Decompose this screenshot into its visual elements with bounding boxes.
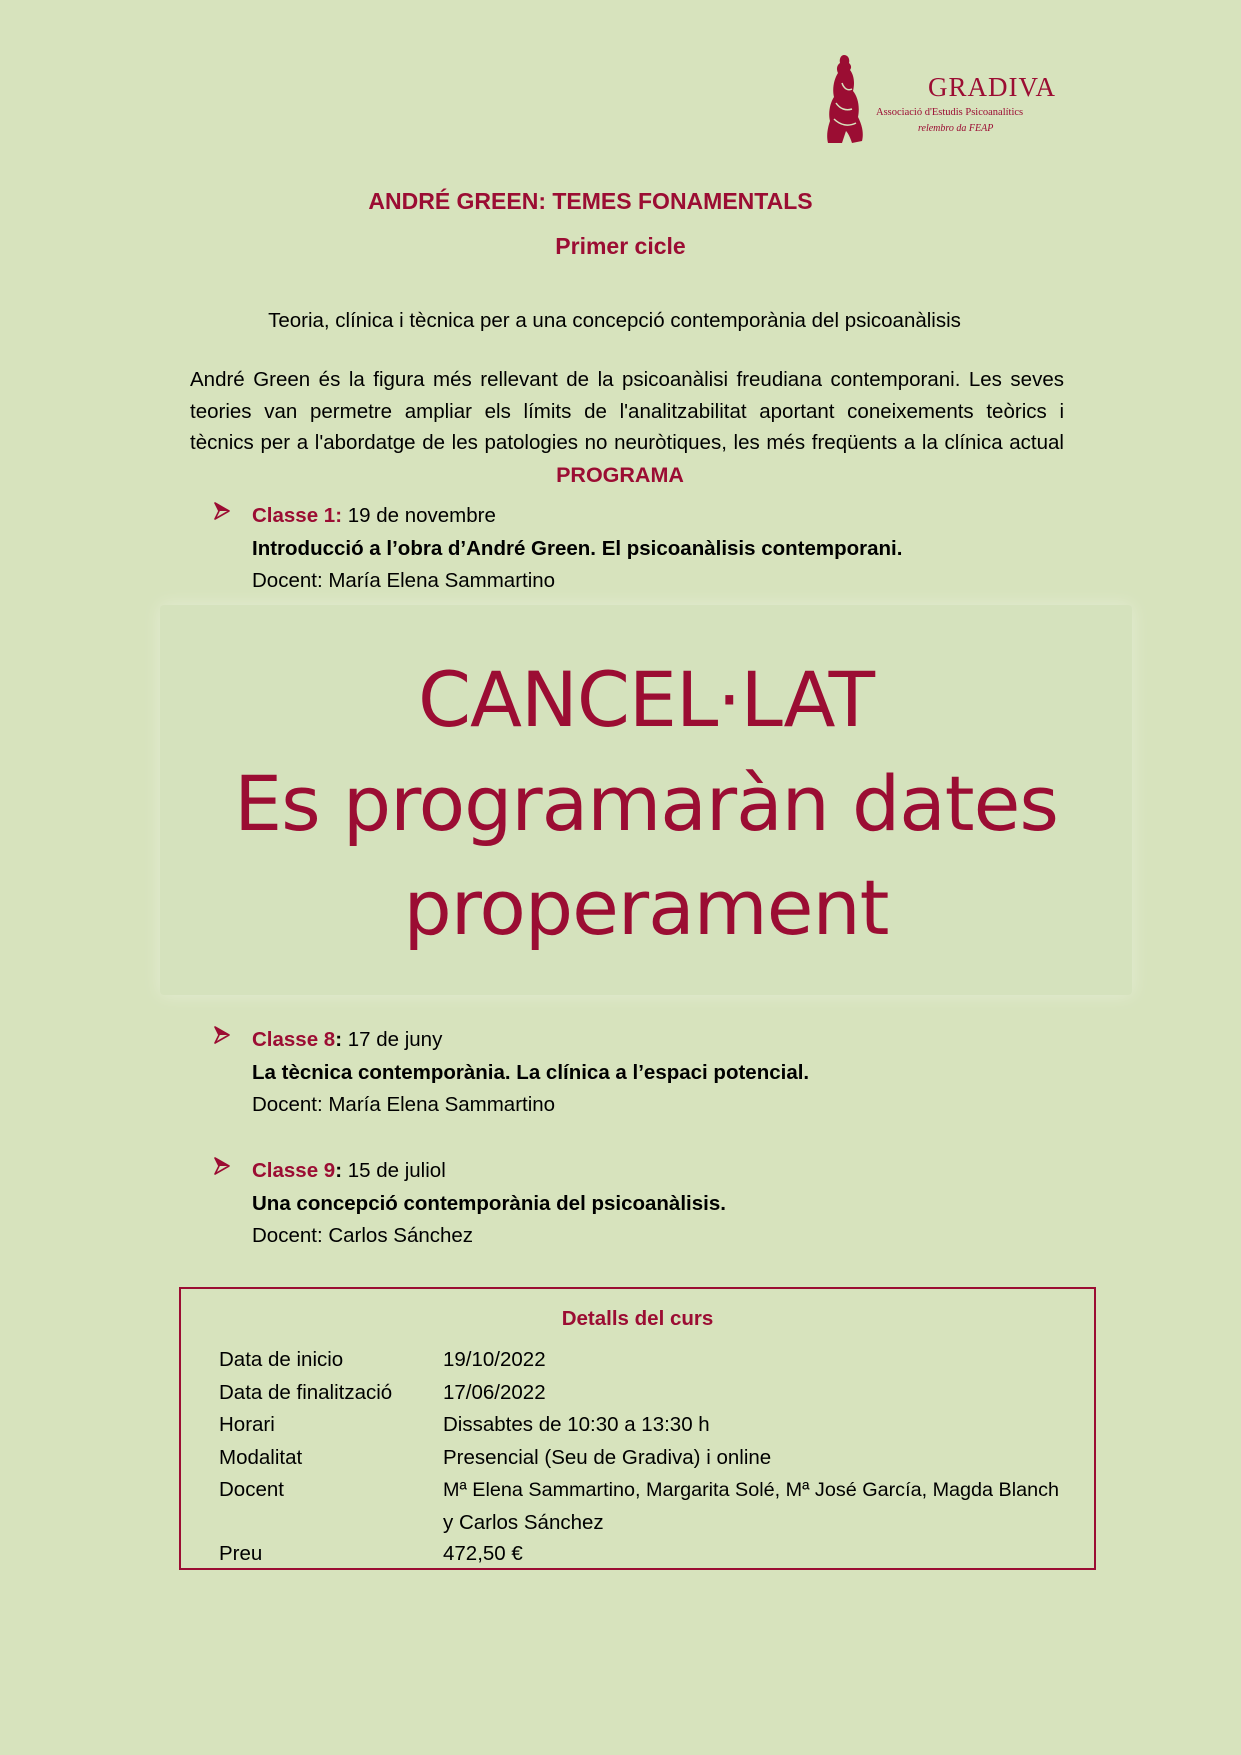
course-details-box <box>179 1287 1096 1570</box>
class-date: 17 de juny <box>342 1028 443 1051</box>
intro-line: teories van permetre ampliar els límits de l'analitzabilitat aportant coneixements teòrics i <box>190 399 1064 423</box>
class-docent: Docent: María Elena Sammartino <box>252 1093 556 1116</box>
class-item <box>214 1024 1114 1122</box>
class-label: Classe 1: <box>252 504 343 527</box>
detail-value: 17/06/2022 <box>443 1380 546 1404</box>
cycle-title: Primer cicle <box>555 233 686 259</box>
class-topic: Introducció a l’obra d’André Green. El psicoanàlisis contemporani. <box>252 536 903 560</box>
logo-name: GRADIVA <box>928 72 1057 102</box>
gradiva-figure-icon <box>822 53 866 145</box>
intro-line: André Green és la figura més rellevant de la psicoanàlisi freudiana contemporani. Les seves <box>190 368 1064 391</box>
class-date: 15 de juliol <box>342 1159 446 1182</box>
logo-tagline: relembro da FEAP <box>918 123 994 134</box>
detail-value: 472,50 € <box>443 1542 523 1565</box>
intro-paragraph <box>190 364 1064 459</box>
detail-label: Docent <box>219 1478 284 1501</box>
class-colon: : <box>335 1028 343 1051</box>
subtitle: Teoria, clínica i tècnica per a una concepció contemporània del psicoanàlisis <box>268 309 961 332</box>
intro-line: tècnics per a l'abordatge de les patologies no neuròtiques, les més freqüents a la clínica actual <box>190 431 1064 454</box>
class-label: Classe 8 <box>252 1028 336 1051</box>
class-label: Classe 9 <box>252 1159 336 1182</box>
programa-heading: PROGRAMA <box>556 463 684 487</box>
arrow-bullet-icon <box>214 502 230 520</box>
detail-label: Data de inicio <box>219 1348 344 1371</box>
arrow-bullet-icon <box>214 1157 230 1175</box>
page-title: ANDRÉ GREEN: TEMES FONAMENTALS <box>368 188 813 214</box>
class-topic: Una concepció contemporània del psicoanàlisis. <box>252 1191 726 1215</box>
cancel-line: CANCEL·LAT <box>417 655 875 744</box>
detail-label: Data de finalització <box>219 1380 393 1404</box>
detail-label: Preu <box>219 1542 263 1565</box>
details-title: Detalls del curs <box>561 1307 714 1330</box>
class-topic: La tècnica contemporània. La clínica a l’espaci potencial. <box>252 1060 810 1084</box>
detail-value-continued: y Carlos Sánchez <box>443 1510 604 1534</box>
class-item <box>214 1155 1114 1253</box>
logo-subtitle: Associació d'Estudis Psicoanalítics <box>876 107 1024 118</box>
class-item <box>214 500 1114 598</box>
class-docent: Docent: María Elena Sammartino <box>252 569 556 592</box>
class-colon: : <box>335 1159 343 1182</box>
detail-label: Modalitat <box>219 1445 303 1469</box>
detail-label: Horari <box>219 1413 275 1436</box>
cancel-line: properament <box>403 863 889 952</box>
class-date: 19 de novembre <box>342 504 496 527</box>
detail-value: Presencial (Seu de Gradiva) i online <box>443 1445 772 1469</box>
detail-value: 19/10/2022 <box>443 1348 546 1371</box>
arrow-bullet-icon <box>214 1026 230 1044</box>
detail-value: Dissabtes de 10:30 a 13:30 h <box>443 1413 710 1436</box>
cancel-line: Es programaràn dates <box>234 759 1058 848</box>
cancel-notice <box>160 648 1132 960</box>
detail-value: Mª Elena Sammartino, Margarita Solé, Mª José García, Magda Blanch <box>443 1479 1060 1501</box>
class-docent: Docent: Carlos Sánchez <box>252 1224 474 1247</box>
